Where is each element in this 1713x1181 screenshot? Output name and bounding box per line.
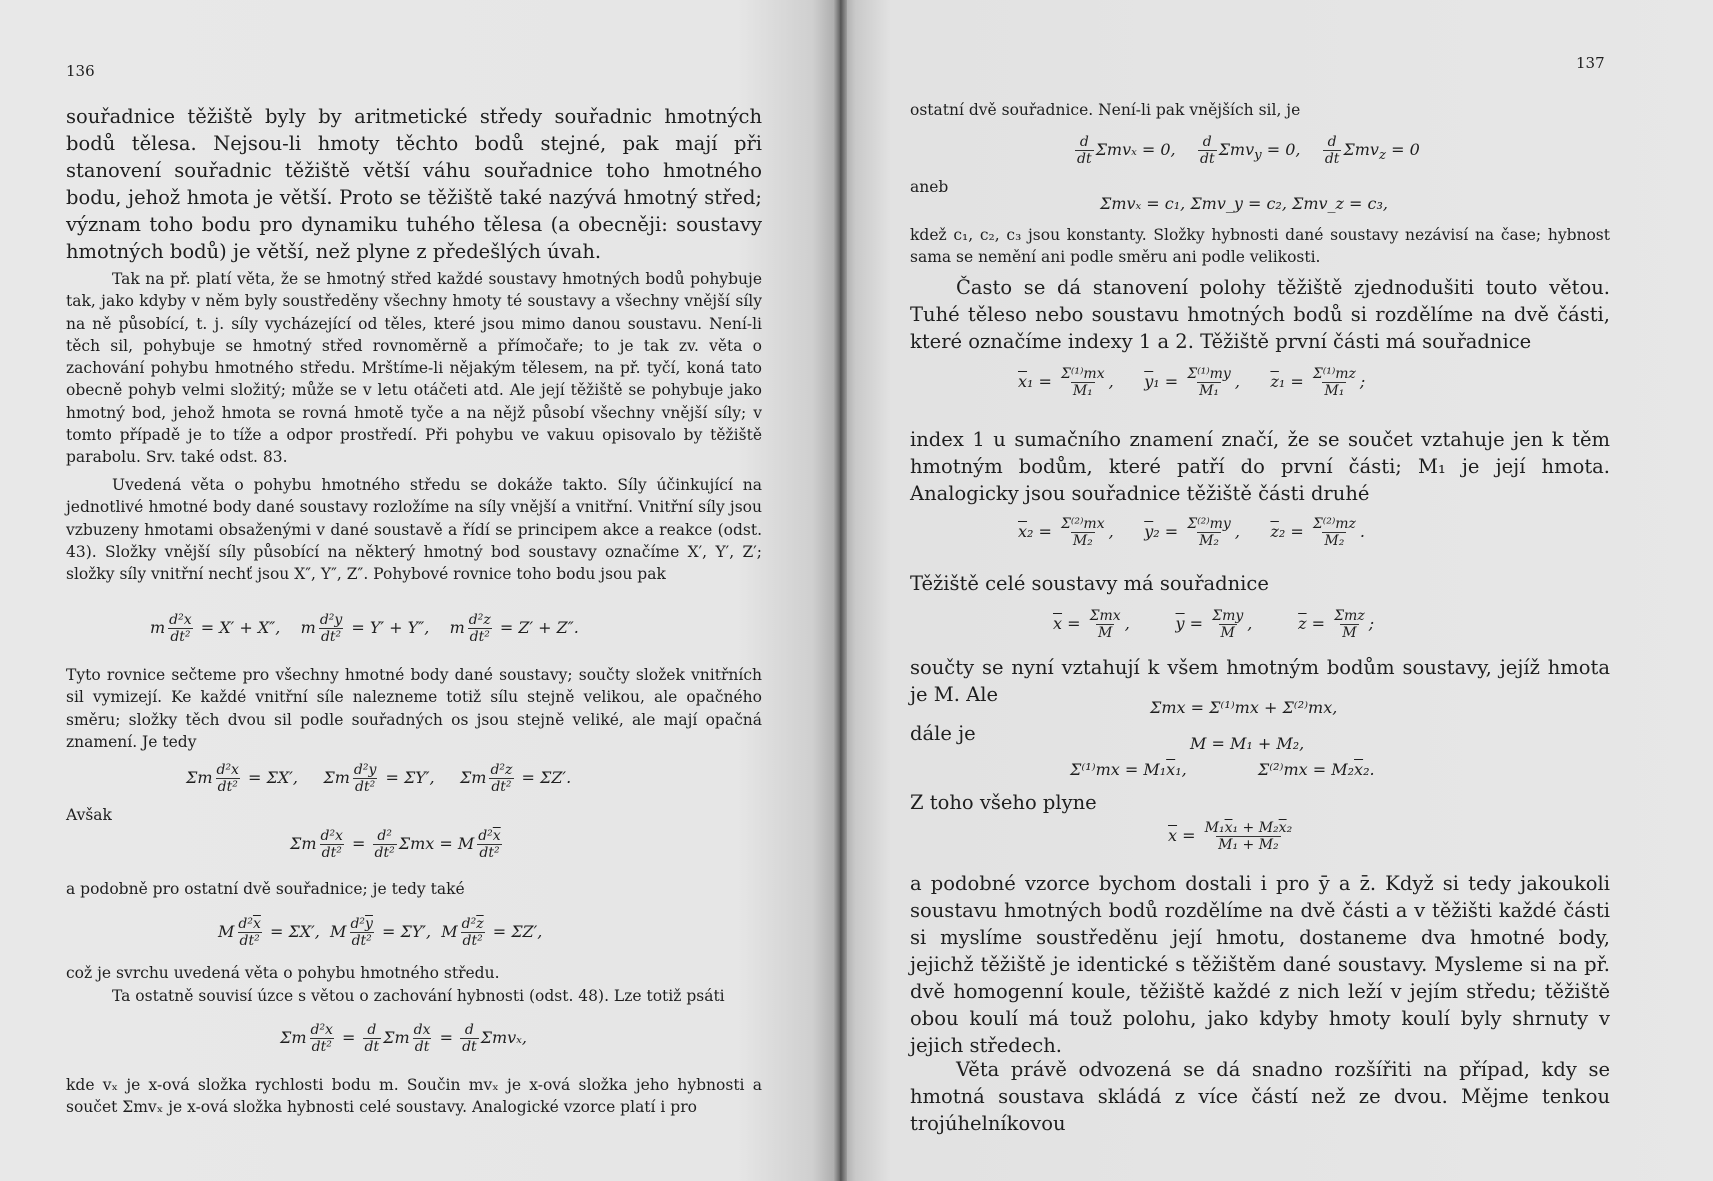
paragraph: Z toho všeho plyne bbox=[910, 791, 1097, 814]
paragraph: index 1 u sumačního znamení značí, že se součet vztahuje jen k těm hmotným bodům, které patří do první části; M₁ je její hmota. Analogicky jsou souřadnice těžiště části druhé bbox=[910, 428, 1610, 505]
paragraph: a podobně pro ostatní dvě souřadnice; je tedy také bbox=[66, 880, 465, 898]
paragraph: Často se dá stanovení polohy těžiště zjednodušiti touto větou. Tuhé těleso nebo soustavu hmotných bodů si rozdělíme na dvě části, které označíme indexy 1 a 2. Těžiště první části má souřadnice bbox=[910, 276, 1610, 353]
equation-sum-split: Σmx = Σ⁽¹⁾mx + Σ⁽²⁾mx, bbox=[1150, 698, 1338, 717]
page-number-right: 137 bbox=[1576, 54, 1605, 72]
equation-combined-centroid: $\overline{x}$ = $\frac{M_1\overline{x}_1 + M_2\overline{x}_2}{\text{M₁ + M₂}}$ bbox=[1168, 820, 1293, 853]
equation-motion: m $\frac{\text{d²x}}{\text{dt²}}$ = X′ + X″, m $\frac{\text{d²y}}{\text{dt²}}$ = Y′ + Y″, m $\frac{\text{d²z}}{\text{dt²}}$ = Z′ + Z″. bbox=[150, 612, 579, 645]
equation-avsak: Σm $\frac{\text{d²x}}{\text{dt²}}$ = $\frac{\text{d²}}{\text{dt²}}$ Σmx = M $\frac{d^2\overline{x}}{\text{dt²}}$ bbox=[290, 828, 501, 861]
paragraph: Těžiště celé soustavy má souřadnice bbox=[910, 572, 1269, 595]
equation-momentum-const: Σmvₓ = c₁, Σmv_y = c₂, Σmv_z = c₃, bbox=[1100, 194, 1389, 213]
equation-centroid-total: $\overline{x}$ = Σmx M , $\overline{y}$ = Σmy M , $\overline{z}$ = Σmz M ; bbox=[1053, 608, 1375, 641]
paragraph: kdež c₁, c₂, c₃ jsou konstanty. Složky hybnosti dané soustavy nezávisí na čase; hybnost sama se nemění ani podle směru ani podle velikosti. bbox=[910, 226, 1610, 267]
paragraph: Tyto rovnice sečteme pro všechny hmotné body dané soustavy; součty složek vnitřních sil vymizejí. Ke každé vnitřní síle nalezneme totiž sílu stejně velikou, ale opačného směru; složky těch dvou sil podle souřadných os jsou stejně veliké, ale mají opačná znamení. Je tedy bbox=[66, 666, 762, 751]
equation-mass-split: M = M₁ + M₂, bbox=[1190, 734, 1305, 753]
label-avsak: Avšak bbox=[66, 806, 112, 824]
book-spine-gutter bbox=[833, 0, 847, 1181]
paragraph: Věta právě odvozená se dá snadno rozšířiti na případ, kdy se hmotná soustava skládá z více částí než ze dvou. Mějme tenkou trojúhelníkovou bbox=[910, 1058, 1610, 1135]
left-page bbox=[0, 0, 838, 1181]
equation-centroid-part2: $\overline{x}_2$ = $\frac{\text{Σ⁽²⁾mx}}{\text{M₂}}$ , $\overline{y}_2$ = $\frac{\text{Σ⁽²⁾my}}{\text{M₂}}$ , $\overline{z}_2$ = $\frac{\text{Σ⁽²⁾mz}}{\text{M₂}}$ . bbox=[1018, 516, 1366, 549]
paragraph: souřadnice těžiště byly by aritmetické středy souřadnic hmotných bodů tělesa. Nejsou-li hmoty těchto bodů stejné, pak mají při stanovení souřadnic těžiště větší váhu souřadnice toho hmotného bodu, jehož hmota je větší. Proto se těžiště také nazývá hmotný střed; význam toho bodu pro dynamiku tuhého tělesa (a obecněji: soustavy hmotných bodů) je větší, než plyne z předešlých úvah. bbox=[66, 105, 762, 263]
page-number-left: 136 bbox=[66, 62, 95, 80]
label-aneb: aneb bbox=[910, 178, 949, 196]
label-dale-je: dále je bbox=[910, 722, 976, 745]
equation-sum-forces: Σm $\frac{\text{d²x}}{\text{dt²}}$ = ΣX′, Σm $\frac{\text{d²y}}{\text{dt²}}$ = ΣY′, Σm $\frac{\text{d²z}}{\text{dt²}}$ = ΣZ′. bbox=[186, 762, 572, 795]
equation-momentum: Σm $\frac{\text{d²x}}{\text{dt²}}$ = $\frac{d}{dt}$ Σm $\frac{dx}{dt}$ = $\frac{d}{dt}$ Σmvₓ, bbox=[280, 1022, 527, 1055]
paragraph: což je svrchu uvedená věta o pohybu hmotného středu. bbox=[66, 964, 500, 982]
paragraph: ostatní dvě souřadnice. Není-li pak vnějších sil, je bbox=[910, 101, 1301, 119]
equation-centroid-part1: $\overline{x}_1$ = $\frac{\text{Σ⁽¹⁾mx}}{\text{M₁}}$ , $\overline{y}_1$ = $\frac{\text{Σ⁽¹⁾my}}{\text{M₁}}$ , $\overline{z}_1$ = $\frac{\text{Σ⁽¹⁾mz}}{\text{M₁}}$ ; bbox=[1018, 366, 1366, 399]
paragraph: Ta ostatně souvisí úzce s větou o zachování hybnosti (odst. 48). Lze totiž psáti bbox=[112, 987, 725, 1005]
equation-partial-moments: $\Sigma^{(1)}mx = M_1\overline{x}_1$, $\Sigma^{(2)}mx = M_2\overline{x}_2$. bbox=[1070, 760, 1375, 779]
paragraph: Tak na př. platí věta, že se hmotný střed každé soustavy hmotných bodů pohybuje tak, jako kdyby v něm byly soustředěny všechny hmoty té soustavy a všechny vnější síly na ně působící, t. j. síly vycházející od těles, které jsou mimo danou soustavu. Není-li těch sil, pohybuje se hmotný střed rovnoměrně a přímočaře; to je tak zv. věta o zachování pohybu hmotného středu. Mrštíme-li nějakým tělesem, na př. tyčí, koná tato obecně pohyb velmi složitý; může se v letu otáčeti atd. Ale její těžiště se pohybuje jako hmotný bod, jehož hmota se rovná hmotě tyče a na nějž působí všechny vnější síly; v tomto případě je to tíže a odpor prostředí. Při pohybu ve vakuu opisovalo by těžiště parabolu. Srv. také odst. 83. bbox=[66, 270, 762, 467]
right-page bbox=[838, 0, 1713, 1181]
paragraph: Uvedená věta o pohybu hmotného středu se dokáže takto. Síly účinkující na jednotlivé hmotné body dané soustavy rozložíme na síly vnější a vnitřní. Vnitřní síly jsou vzbuzeny hmotami obsaženými v dané soustavě a řídí se principem akce a reakce (odst. 43). Složky vnější síly působící na některý hmotný bod soustavy označíme X′, Y′, Z′; složky síly vnitřní nechť jsou X″, Y″, Z″. Pohybové rovnice toho bodu jsou pak bbox=[66, 476, 762, 584]
equation-momentum-zero: $\frac{d}{dt}$ Σmvₓ = 0, $\frac{d}{dt}$ Σmv$_y$ = 0, $\frac{d}{dt}$ Σmv$_z$ = 0 bbox=[1077, 134, 1420, 167]
paragraph: kde vₓ je x-ová složka rychlosti bodu m. Součin mvₓ je x-ová složka jeho hybnosti a součet Σmvₓ je x-ová složka hybnosti celé soustavy. Analogické vzorce platí i pro bbox=[66, 1076, 762, 1117]
equation-center-motion: M $\frac{d^2\overline{x}}{\text{dt²}}$ = ΣX′, M $\frac{d^2\overline{y}}{\text{dt²}}$ = ΣY′, M $\frac{d^2\overline{z}}{\text{dt²}}$ = ΣZ′, bbox=[218, 916, 543, 949]
paragraph: a podobné vzorce bychom dostali i pro ȳ a z̄. Když si tedy jakoukoli soustavu hmotných bodů rozdělíme na dvě části a v těžišti každé části si myslíme soustředěnu její hmotu, dostaneme dva hmotné body, jejichž těžiště je identické s těžištěm dané soustavy. Mysleme si na př. dvě homogenní koule, těžiště každé z nich leží v jejím středu; těžiště obou koulí má touž polohu, jako kdyby hmoty koulí byly shrnuty v jejich středech. bbox=[910, 872, 1610, 1057]
paragraph: součty se nyní vztahují k všem hmotným bodům soustavy, jejíž hmota je M. Ale bbox=[910, 656, 1610, 706]
